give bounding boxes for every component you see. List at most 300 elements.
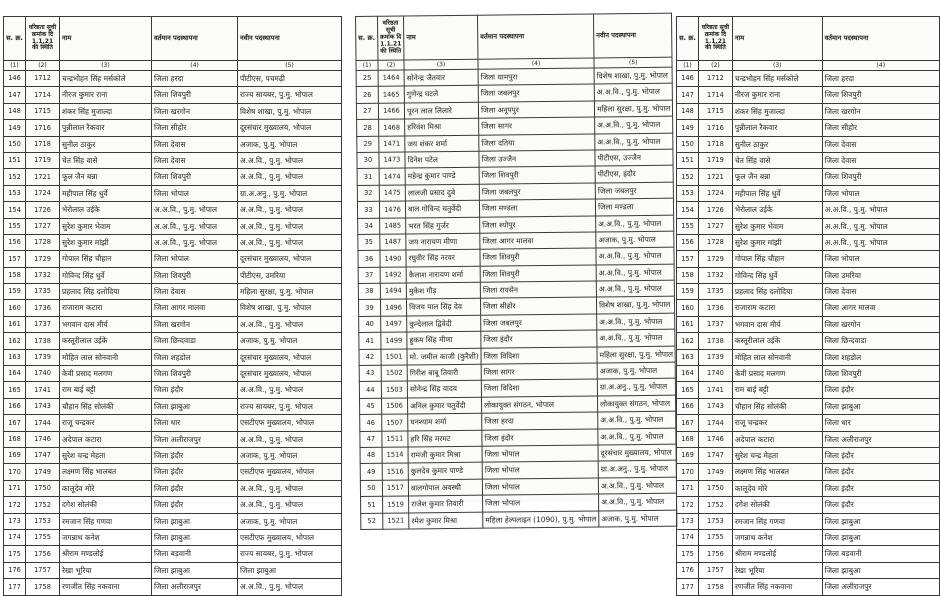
cell-name: राजाराम कटारा (60, 300, 152, 316)
header-sno: स. क्र. (4, 17, 26, 61)
col-number: (5) (594, 57, 672, 68)
table-row (677, 87, 940, 103)
cell-seniority: 1514 (382, 447, 408, 464)
cell-seniority: 1755 (698, 529, 732, 545)
header-current-posting: वर्तमान पदस्थापना (152, 17, 238, 61)
cell-current-posting: जिला झाबुआ (152, 562, 238, 578)
cell-name: कस्तूरीलाल उईके (732, 333, 822, 349)
cell-new-posting: अ.अ.वि., पु.मु. भोपाल (597, 329, 676, 346)
cell-new-posting: राज्य सायबर, पु.मु. भोपाल (238, 546, 342, 562)
cell-seniority: 1487 (380, 234, 406, 251)
cell-seniority: 1752 (698, 497, 732, 513)
cell-seniority: 1752 (26, 497, 60, 513)
cell-sno: 41 (359, 332, 381, 349)
cell-name: रमजान सिंह गणवा (60, 513, 152, 529)
cell-seniority: 1747 (698, 447, 732, 463)
cell-current-posting: जिला अनूपपुर (478, 101, 594, 119)
table-row (4, 464, 342, 480)
cell-seniority: 1728 (698, 234, 732, 250)
cell-current-posting: जिला इंदौर (152, 497, 238, 513)
cell-new-posting: विशेष शाखा, पु.मु. भोपाल (594, 67, 673, 84)
cell-seniority: 1740 (698, 366, 732, 382)
cell-sno: 161 (677, 316, 699, 332)
cell-name: मो. जमील काजी (कुरैशी) (407, 348, 481, 365)
cell-current-posting: जिला शहडोल (822, 349, 939, 365)
cell-sno: 163 (4, 349, 26, 365)
cell-new-posting: अ.अ.वि., पु.मु. भोपाल (238, 497, 342, 513)
cell-name: भेरोलाल उईके (60, 202, 152, 218)
cell-seniority: 1502 (381, 365, 407, 382)
cell-new-posting: अजाक, पु.मु. भोपाल (238, 447, 342, 463)
cell-name: महेन्द्र कुमार पाण्डे (405, 168, 479, 185)
cell-sno: 174 (4, 529, 26, 545)
col-number: (4) (478, 58, 594, 69)
cell-new-posting: अ.अ.वि., पु.मु. भोपाल (598, 411, 677, 428)
table-row (4, 431, 342, 447)
cell-sno: 155 (4, 218, 26, 234)
table-row (4, 152, 342, 168)
table-row (4, 169, 342, 185)
cell-name: गोपाल सिंह चौहान (60, 251, 152, 267)
cell-sno: 153 (677, 185, 699, 201)
column-number-row (4, 61, 342, 71)
cell-name: रमेश कुमार मिश्रा (409, 512, 483, 529)
cell-seniority: 1746 (698, 431, 732, 447)
cell-new-posting: लोकायुक्त संगठन, भोपाल (598, 395, 677, 412)
cell-new-posting: जिला मण्डला (595, 198, 674, 215)
cell-sno: 171 (677, 480, 699, 496)
cell-new-posting: अ.अ.वि., पु.मु. भोपाल (596, 247, 675, 264)
cell-new-posting: अ.अ.वि., पु.मु. भोपाल (238, 152, 342, 168)
cell-seniority: 1719 (26, 152, 60, 168)
cell-sno: 176 (4, 562, 26, 578)
cell-sno: 167 (677, 415, 699, 431)
cell-current-posting: जिला खरगोन (822, 316, 939, 332)
cell-seniority: 1747 (26, 447, 60, 463)
cell-seniority: 1726 (698, 202, 732, 218)
table-row (4, 447, 342, 463)
table-row (677, 447, 940, 463)
table-row (4, 234, 342, 250)
cell-seniority: 1721 (26, 169, 60, 185)
cell-name: अदेपाल कटारा (732, 431, 822, 447)
cell-seniority: 1758 (26, 579, 60, 595)
cell-current-posting: जिला शिवपुरी (152, 87, 238, 103)
cell-seniority: 1499 (381, 332, 407, 349)
cell-new-posting: अ.अ.वि., पु.मु. भोपाल (596, 280, 675, 297)
table-row (4, 349, 342, 365)
cell-sno: 167 (4, 415, 26, 431)
table-header-row (356, 13, 673, 60)
table-row (4, 562, 342, 578)
cell-current-posting: जिला देवास (152, 136, 238, 152)
table-row (677, 497, 940, 513)
cell-current-posting: जिला शिवपुरी (152, 366, 238, 382)
cell-current-posting: जिला खरगोन (152, 103, 238, 119)
cell-seniority: 1490 (380, 250, 406, 267)
table-row (677, 251, 940, 267)
cell-current-posting: जिला सीहोर (822, 120, 939, 136)
cell-sno: 28 (357, 119, 379, 136)
cell-current-posting: जिला शिवपुरी (480, 265, 596, 283)
cell-current-posting: जिला छिन्दवाडा (822, 333, 939, 349)
table-row (4, 415, 342, 431)
cell-current-posting: जिला शिवपुरी (822, 169, 939, 185)
cell-sno: 148 (677, 103, 699, 119)
header-new-posting: नवीन पदस्थापना (594, 13, 673, 58)
cell-seniority: 1721 (698, 169, 732, 185)
cell-name: लक्ष्मण सिंह भालबत (732, 464, 822, 480)
cell-new-posting: अजाक, पु.मु. भोपाल (238, 513, 342, 529)
table-row (4, 316, 342, 332)
cell-name: श्रीराम मण्डलोई (60, 546, 152, 562)
cell-sno: 25 (356, 70, 378, 87)
table-row (4, 103, 342, 119)
cell-current-posting: जिला झाबुआ (152, 398, 238, 414)
cell-current-posting: जिला भोपाल (482, 445, 598, 463)
cell-new-posting: अ.अ.वि., पु.मु. भोपाल (238, 316, 342, 332)
cell-name: सुरेश कुमार मांझी (732, 234, 822, 250)
cell-seniority: 1741 (698, 382, 732, 398)
cell-name: मुकेश गौड़ (406, 282, 480, 299)
col-number: (3) (732, 61, 822, 71)
header-current-posting: वर्तमान पदस्थापना (822, 17, 939, 61)
cell-seniority: 1714 (698, 87, 732, 103)
cell-name: चेत सिंह वासे (732, 152, 822, 168)
cell-new-posting: ग्रा.अ.अनु., पु.मु. भोपाल (597, 379, 676, 396)
cell-sno: 175 (4, 546, 26, 562)
cell-seniority: 1507 (382, 414, 408, 431)
cell-sno: 27 (356, 103, 378, 120)
cell-sno: 52 (361, 513, 383, 530)
cell-sno: 47 (360, 431, 382, 448)
table-row (4, 398, 342, 414)
cell-new-posting: विशेष शाखा, पु.मु. भोपाल (238, 300, 342, 316)
cell-sno: 149 (677, 120, 699, 136)
col-number: (1) (4, 61, 26, 71)
header-seniority: वरिष्ठता सूची क्रमांक दि 1.1.21 की स्थिति (377, 16, 404, 60)
cell-name: रघुवीर सिंह नरवर (406, 250, 480, 267)
cell-current-posting: जिला मण्डला (479, 199, 595, 217)
cell-new-posting: अजाक, पु.मु. भोपाल (238, 136, 342, 152)
cell-name: मोहित लाल सोनवानी (60, 349, 152, 365)
cell-new-posting: एसटीएफ मुख्यालय, भोपाल (238, 529, 342, 545)
table-row (4, 529, 342, 545)
cell-seniority: 1521 (383, 513, 409, 530)
cell-sno: 37 (358, 267, 380, 284)
table-row (677, 152, 940, 168)
cell-seniority: 1739 (26, 349, 60, 365)
cell-sno: 34 (358, 218, 380, 235)
cell-name: कुलदेव कुमार पाण्डे (408, 463, 482, 480)
cell-sno: 155 (677, 218, 699, 234)
cell-name: रेखा भूरिया (732, 562, 822, 578)
cell-new-posting: अ.अ.वि., पु.मु. भोपाल (238, 579, 342, 595)
cell-seniority: 1738 (698, 333, 732, 349)
col-number: (2) (698, 61, 732, 71)
cell-sno: 158 (4, 267, 26, 283)
cell-name: महीपाल सिंह धुर्वे (60, 185, 152, 201)
cell-seniority: 1739 (698, 349, 732, 365)
cell-name: शंकर सिंह मुजाल्दा (732, 103, 822, 119)
cell-seniority: 1735 (698, 284, 732, 300)
cell-name: श्रीराम मण्डलोई (732, 546, 822, 562)
cell-current-posting: जिला उमरिया (822, 267, 939, 283)
cell-new-posting: अ.अ.वि., पु.मु. भोपाल (238, 218, 342, 234)
cell-new-posting: पीटीएस, पचमढ़ी (238, 71, 342, 87)
cell-new-posting: पीटीएस, उज्जैन (595, 149, 674, 166)
cell-current-posting: जिला इंदौर (822, 497, 939, 513)
cell-sno: 36 (358, 251, 380, 268)
table-row (677, 120, 940, 136)
cell-seniority: 1746 (26, 431, 60, 447)
cell-sno: 146 (4, 71, 26, 87)
cell-current-posting: जिला खरगोन (822, 103, 939, 119)
cell-new-posting: पीटीएस, इंदौर (595, 166, 674, 183)
cell-seniority: 1749 (698, 464, 732, 480)
cell-new-posting: जिला झाबुआ (238, 562, 342, 578)
cell-current-posting: जिला शिवपुरी (822, 87, 939, 103)
cell-new-posting: अजाक, पु.मु. भोपाल (599, 510, 678, 527)
table-row (677, 136, 940, 152)
cell-new-posting: अजाक, पु.मु. भोपाल (238, 333, 342, 349)
cell-current-posting: जिला झाबुआ (822, 513, 939, 529)
cell-seniority: 1758 (698, 579, 732, 595)
cell-sno: 154 (677, 202, 699, 218)
cell-sno: 32 (357, 185, 379, 202)
cell-seniority: 1712 (26, 71, 60, 87)
cell-sno: 168 (677, 431, 699, 447)
cell-current-posting: जिला शिवपुरी (822, 366, 939, 382)
cell-sno: 31 (357, 169, 379, 186)
cell-sno: 49 (360, 464, 382, 481)
cell-seniority: 1501 (381, 349, 407, 366)
cell-current-posting: अ.अ.वि., पु.मु. भोपाल (822, 202, 939, 218)
cell-seniority: 1468 (378, 119, 404, 136)
cell-current-posting: लोकायुक्त संगठन, भोपाल (482, 396, 598, 414)
cell-seniority: 1757 (26, 562, 60, 578)
cell-name: कस्तूरीलाल उईके (60, 333, 152, 349)
table-row (4, 497, 342, 513)
cell-name: भरत सिंह गुर्जर (406, 217, 480, 234)
cell-name: गुणेन्द्र घटले (404, 86, 478, 103)
cell-seniority: 1497 (380, 316, 406, 333)
cell-current-posting: जिला भोपाल (822, 185, 939, 201)
cell-current-posting: जिला झाबुआ (152, 529, 238, 545)
cell-sno: 169 (677, 447, 699, 463)
col-number: (2) (26, 61, 60, 71)
cell-current-posting: जिला शहडोल (152, 349, 238, 365)
cell-new-posting: दूरसंचार मुख्यालय, भोपाल (238, 366, 342, 382)
cell-sno: 35 (358, 234, 380, 251)
cell-sno: 149 (4, 120, 26, 136)
cell-current-posting: जिला भोपाल (152, 185, 238, 201)
table-row (677, 546, 940, 562)
header-new-posting: नवीन पदस्थापना (238, 17, 342, 61)
cell-seniority: 1476 (379, 201, 405, 218)
table-row (677, 480, 940, 496)
table-row (4, 579, 342, 595)
table-row (677, 349, 940, 365)
cell-sno: 162 (677, 333, 699, 349)
cell-new-posting: राज्य सायबर, पु.मु. भोपाल (238, 398, 342, 414)
cell-current-posting: अ.अ.वि., पु.मु. भोपाल (152, 218, 238, 234)
cell-new-posting: अ.अ.वि., पु.मु. भोपाल (595, 133, 674, 150)
cell-current-posting: जिला शिवपुरी (152, 267, 238, 283)
cell-seniority: 1756 (698, 546, 732, 562)
cell-name: सुनील ठाकुर (60, 136, 152, 152)
table-row (4, 366, 342, 382)
cell-seniority: 1511 (382, 431, 408, 448)
cell-new-posting: महिला सुरक्षा, पु.मु. भोपाल (594, 100, 673, 117)
cell-sno: 42 (359, 349, 381, 366)
cell-current-posting: अ.अ.वि., पु.मु. भोपाल (822, 218, 939, 234)
cell-current-posting: जिला भोपाल (483, 494, 599, 512)
cell-current-posting: जिला हरदा (822, 71, 939, 87)
cell-name: सुरेश चन्द्र मेहता (732, 447, 822, 463)
cell-seniority: 1744 (698, 415, 732, 431)
cell-name: भेरोलाल उईके (732, 202, 822, 218)
cell-name: नीरज कुमार राना (60, 87, 152, 103)
cell-sno: 169 (4, 447, 26, 463)
cell-new-posting: दूरसंचार मुख्यालय, भोपाल (598, 444, 677, 461)
cell-seniority: 1753 (698, 513, 732, 529)
cell-new-posting: अ.अ.वि., पु.मु. भोपाल (238, 382, 342, 398)
transfer-table-left (3, 16, 342, 596)
cell-seniority: 1496 (380, 299, 406, 316)
cell-sno: 40 (359, 316, 381, 333)
col-number: (3) (404, 59, 478, 70)
table-row (4, 546, 342, 562)
cell-sno: 158 (677, 267, 699, 283)
cell-current-posting: जिला श्योपुर (480, 216, 596, 234)
cell-seniority: 1757 (698, 562, 732, 578)
cell-current-posting: जिला सागर (479, 117, 595, 135)
cell-seniority: 1716 (26, 120, 60, 136)
cell-current-posting: जिला जबलपुर (479, 183, 595, 201)
cell-new-posting: अ.अ.वि., पु.मु. भोपाल (596, 215, 675, 232)
cell-new-posting: अजाक, पु.मु. भोपाल (596, 231, 675, 248)
table-row (4, 284, 342, 300)
cell-name: रमजान सिंह गणवा (732, 513, 822, 529)
cell-name: पुन्नीलाल रैकवार (60, 120, 152, 136)
cell-new-posting: अ.अ.वि., पु.मु. भोपाल (595, 116, 674, 133)
cell-current-posting: अ.अ.वि., पु.मु. भोपाल (822, 234, 939, 250)
table-row (4, 202, 342, 218)
cell-sno: 166 (4, 398, 26, 414)
cell-current-posting: जिला खरगोन (152, 316, 238, 332)
cell-name: राजू चन्द्रकर (60, 415, 152, 431)
cell-name: रामजी कुमार मिश्रा (408, 446, 482, 463)
table-header-row (4, 17, 342, 61)
cell-current-posting: जिला अलीराजपुर (152, 579, 238, 595)
cell-current-posting: जिला उज्जैन (479, 150, 595, 168)
cell-sno: 166 (677, 398, 699, 414)
table-row (677, 284, 940, 300)
col-number: (4) (152, 61, 238, 71)
table-row (677, 300, 940, 316)
col-number: (1) (677, 61, 699, 71)
cell-sno: 157 (4, 251, 26, 267)
cell-sno: 148 (4, 103, 26, 119)
cell-current-posting: जिला धार (822, 415, 939, 431)
cell-name: दगेश सोलंकी (60, 497, 152, 513)
cell-current-posting: जिला इंदौर (482, 429, 598, 447)
header-name: नाम (404, 15, 478, 60)
cell-seniority: 1714 (26, 87, 60, 103)
cell-seniority: 1732 (698, 267, 732, 283)
table-row (677, 71, 940, 87)
cell-current-posting: जिला अलीराजपुर (822, 431, 939, 447)
cell-seniority: 1743 (698, 398, 732, 414)
cell-seniority: 1503 (381, 381, 407, 398)
cell-current-posting: जिला शिवपुरी (479, 166, 595, 184)
cell-new-posting: पीटीएस, उमरिया (238, 267, 342, 283)
cell-sno: 170 (4, 464, 26, 480)
cell-sno: 46 (360, 414, 382, 431)
cell-sno: 151 (677, 152, 699, 168)
cell-name: जय नारायण मीणा (406, 233, 480, 250)
cell-name: जगन्नाथ कनेश (60, 529, 152, 545)
cell-new-posting: अ.अ.वि., पु.मु. भोपाल (238, 169, 342, 185)
cell-current-posting: जिला शिवपुरी (152, 169, 238, 185)
header-seniority: वरिष्ठता सूची क्रमांक दि 1.1.21 की स्थिति (26, 17, 60, 61)
cell-seniority: 1712 (698, 71, 732, 87)
cell-new-posting: अ.अ.वि., पु.मु. भोपाल (597, 313, 676, 330)
cell-name: प्रहलाद सिंह दलोदिया (732, 284, 822, 300)
cell-seniority: 1718 (26, 136, 60, 152)
cell-sno: 163 (677, 349, 699, 365)
table-row (677, 398, 940, 414)
cell-sno: 160 (4, 300, 26, 316)
cell-current-posting: जिला झाबुआ (822, 562, 939, 578)
cell-current-posting: जिला इंदौर (152, 464, 238, 480)
cell-new-posting: एसटीएफ मुख्यालय, भोपाल (238, 464, 342, 480)
cell-name: सोनेन्द्र सिंह यादव (407, 381, 481, 398)
cell-name: चेत सिंह वासे (60, 152, 152, 168)
cell-name: सुरेश कुमार भेवाम (60, 218, 152, 234)
cell-current-posting: जिला शिवपुरी (480, 248, 596, 266)
cell-seniority: 1729 (698, 251, 732, 267)
cell-sno: 164 (4, 366, 26, 382)
cell-new-posting: अ.अ.वि., पु.मु. भोपाल (238, 234, 342, 250)
cell-new-posting: अ.अ.वि., पु.मु. भोपाल (596, 264, 675, 281)
cell-name: कैलाश नारायण शर्मा (406, 266, 480, 283)
cell-current-posting: जिला इंदौर (822, 382, 939, 398)
table-row (677, 316, 940, 332)
column-number-row (677, 61, 940, 71)
cell-name: चौहान सिंह सोलंकी (732, 398, 822, 414)
cell-seniority: 1737 (26, 316, 60, 332)
cell-seniority: 1728 (26, 234, 60, 250)
cell-current-posting: जिला आगर मालवा (152, 300, 238, 316)
cell-current-posting: जिला देवास (822, 284, 939, 300)
cell-seniority: 1485 (379, 217, 405, 234)
cell-current-posting: जिला इंदौर (822, 447, 939, 463)
table-row (4, 267, 342, 283)
table-row (677, 529, 940, 545)
cell-sno: 30 (357, 152, 379, 169)
cell-new-posting: दूरसंचार मुख्यालय, भोपाल (238, 349, 342, 365)
cell-current-posting: महिला हेल्पलाइन (1090), पु.मु. भोपाल (483, 511, 599, 529)
cell-sno: 164 (677, 366, 699, 382)
cell-sno: 50 (360, 480, 382, 497)
cell-seniority: 1719 (698, 152, 732, 168)
cell-seniority: 1492 (380, 267, 406, 284)
table-row (677, 103, 940, 119)
cell-name: अनिल कुमार चतुर्वेदी (408, 397, 482, 414)
cell-seniority: 1464 (378, 70, 404, 87)
